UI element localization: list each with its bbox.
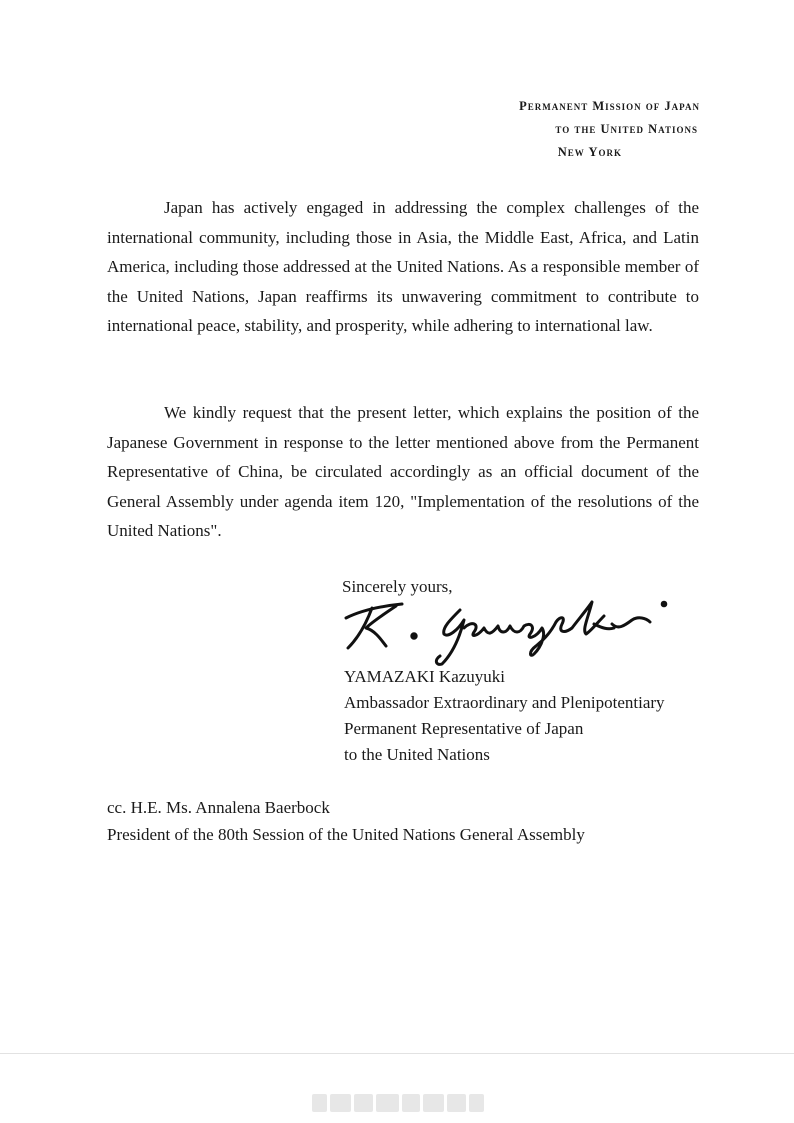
- handwritten-signature: [342, 594, 692, 666]
- cc-recipient-title: President of the 80th Session of the United Nations General Assembly: [107, 824, 585, 844]
- footer-divider: [0, 1053, 794, 1054]
- signatory-name: YAMAZAKI Kazuyuki: [344, 667, 506, 686]
- letterhead-line-3: New York: [557, 145, 622, 159]
- cc-block: [107, 795, 585, 848]
- signatory-block: [344, 664, 665, 768]
- letterhead-line-2: to the United Nations: [555, 122, 698, 136]
- cc-recipient: cc. H.E. Ms. Annalena Baerbock: [107, 798, 330, 817]
- signatory-title-1: Ambassador Extraordinary and Plenipotentiary: [344, 693, 665, 712]
- signatory-title-3: to the United Nations: [344, 745, 490, 764]
- body-paragraph-2: We kindly request that the present letter, which explains the position of the Japanese Government in response to the letter mentioned above from the Permanent Representative of China, be circulated accordingly as an official document of the General Assembly under agenda item 120, "Implementation of the resolutions of the United Nations".: [107, 403, 699, 540]
- letterhead-line-1: Permanent Mission of Japan: [519, 99, 700, 113]
- body-paragraph-1: Japan has actively engaged in addressing the complex challenges of the international community, including those in Asia, the Middle East, Africa, and Latin America, including those addressed at the United Nations. As a responsible member of the United Nations, Japan reaffirms its unwavering commitment to contribute to international peace, stability, and prosperity, while adhering to international law.: [107, 198, 699, 335]
- blurred-watermark: [312, 1094, 484, 1114]
- closing-salutation: Sincerely yours,: [342, 577, 453, 596]
- signatory-title-2: Permanent Representative of Japan: [344, 719, 584, 738]
- letterhead: [400, 95, 700, 164]
